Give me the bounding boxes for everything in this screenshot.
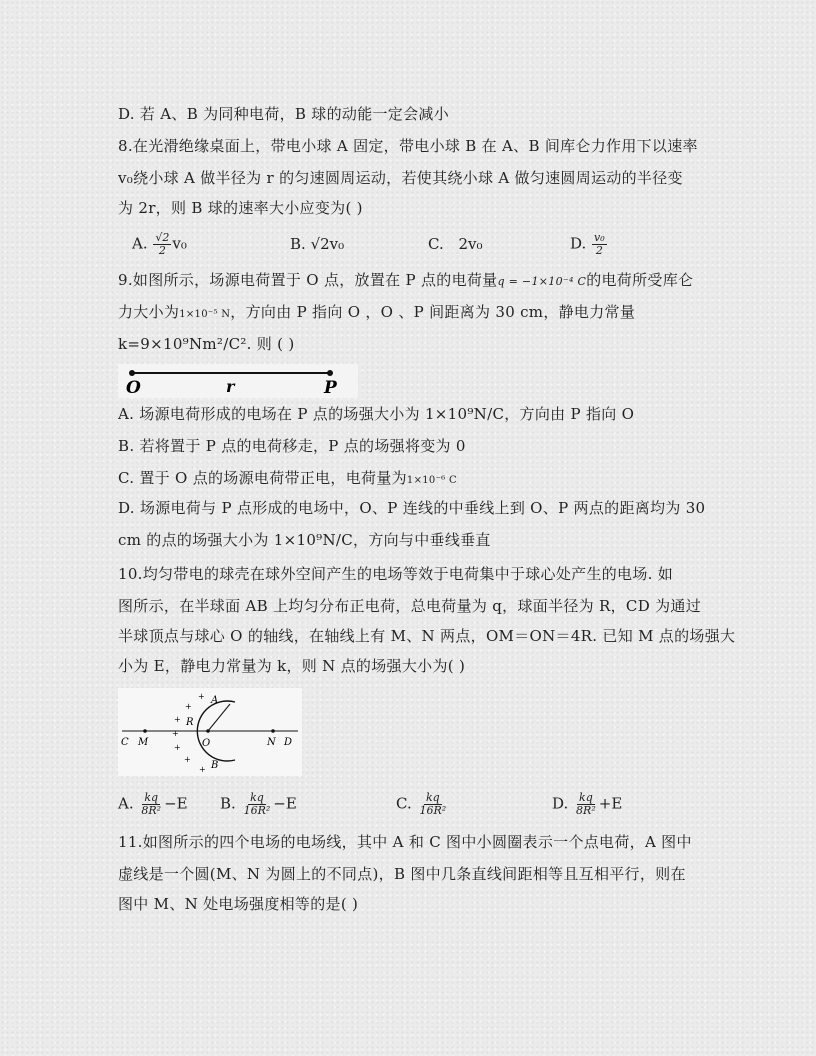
- q8-option-d: D. $\frac{\text{v₀}}{2}$: [570, 231, 605, 257]
- point-m-dot: [143, 729, 147, 733]
- figure-op-line: [118, 364, 358, 398]
- plus-sign: +: [174, 743, 181, 752]
- q9-option-d-line-2: cm 的点的场强大小为 1×10⁹N/C，方向与中垂线垂直: [118, 531, 491, 549]
- q10-option-d-fraction: $\frac{kq}{\text{8R²}}$: [576, 791, 596, 817]
- q10-stem-line-3: 半球顶点与球心 O 的轴线，在轴线上有 M、N 两点，OM＝ON＝4R. 已知 M 点的场强大: [118, 627, 736, 645]
- q9-stem-line-2: 力大小为1×10⁻⁵ N，方向由 P 指向 O ，O 、P 间距离为 30 cm，静电力常量: [118, 303, 636, 321]
- q11-stem-line-1: 11.如图所示的四个电场的电场线，其中 A 和 C 图中小圆圈表示一个点电荷，A 图中: [118, 833, 692, 851]
- q8-option-b: B. √2v₀: [290, 235, 345, 253]
- q10-stem-line-1: 10.均匀带电的球壳在球外空间产生的电场等效于电荷集中于球心处产生的电场. 如: [118, 565, 674, 583]
- q10-option-d: D. $\frac{kq}{\text{8R²}}$ +E: [552, 791, 623, 817]
- q10-option-c-fraction: $\frac{kq}{\text{16R²}}$: [419, 791, 447, 817]
- label-o: O: [126, 378, 141, 398]
- plus-sign: +: [174, 715, 181, 724]
- q10-stem-line-4: 小为 E，静电力常量为 k，则 N 点的场强大小为( ): [118, 657, 466, 675]
- q8-option-d-fraction: $\frac{\text{v₀}}{2}$: [594, 231, 605, 257]
- q8-option-a-fraction: $\frac{√2}{2}$: [155, 231, 170, 257]
- q10-option-b-fraction: $\frac{kq}{\text{16R²}}$: [243, 791, 271, 817]
- q8-option-c: C. 2v₀: [428, 235, 483, 253]
- label-m: M: [138, 737, 149, 748]
- label-d: D: [284, 737, 293, 748]
- label-a: A: [211, 695, 219, 706]
- q10-option-c: C. $\frac{kq}{\text{16R²}}$: [396, 791, 447, 817]
- q10-option-b: B. $\frac{kq}{\text{16R²}}$ −E: [220, 791, 297, 817]
- q10-stem-line-2: 图所示，在半球面 AB 上均匀分布正电荷，总电荷量为 q，球面半径为 R，CD 为通过: [118, 597, 701, 615]
- label-b: B: [211, 760, 219, 771]
- q8-stem-line-1: 8.在光滑绝缘桌面上，带电小球 A 固定，带电小球 B 在 A、B 间库仑力作用下以速率: [118, 137, 698, 155]
- q7-option-d: D. 若 A、B 为同种电荷，B 球的动能一定会减小: [118, 105, 450, 123]
- q9-stem-line-1: 9.如图所示，场源电荷置于 O 点，放置在 P 点的电荷量q = −1×10⁻⁴ C的电荷所受库仑: [118, 271, 694, 289]
- q11-stem-line-3: 图中 M、N 处电场强度相等的是( ): [118, 895, 359, 913]
- figure-hemisphere: [118, 688, 302, 776]
- label-p: P: [324, 378, 337, 398]
- q9-option-a: A. 场源电荷形成的电场在 P 点的场强大小为 1×10⁹N/C，方向由 P 指向 O: [118, 405, 635, 423]
- plus-sign: +: [199, 765, 206, 774]
- center-o-dot: [206, 729, 210, 733]
- q10-option-a: A. $\frac{kq}{\text{8R²}}$ −E: [118, 791, 188, 817]
- q9-option-b: B. 若将置于 P 点的电荷移走，P 点的场强将变为 0: [118, 437, 466, 455]
- label-n: N: [267, 737, 276, 748]
- plus-sign: +: [185, 702, 192, 711]
- label-c: C: [121, 737, 129, 748]
- label-o: O: [202, 738, 211, 749]
- plus-sign: +: [172, 729, 179, 738]
- figure-op-background: [118, 364, 358, 398]
- point-o-dot: [129, 370, 135, 376]
- plus-sign: +: [198, 692, 205, 701]
- plus-sign: +: [184, 755, 191, 764]
- label-r: R: [186, 717, 194, 728]
- q8-stem-line-2: v₀绕小球 A 做半径为 r 的匀速圆周运动，若使其绕小球 A 做匀速圆周运动的半径变: [118, 169, 683, 187]
- point-p-dot: [327, 370, 333, 376]
- q8-stem-line-3: 为 2r，则 B 球的速率大小应变为( ): [118, 199, 363, 217]
- label-r: r: [226, 377, 235, 396]
- q11-stem-line-2: 虚线是一个圆(M、N 为圆上的不同点)，B 图中几条直线间距相等且互相平行，则在: [118, 865, 686, 883]
- q8-option-a: A. $\frac{√2}{2}$ v₀: [132, 231, 187, 257]
- q9-stem-line-3: k=9×10⁹Nm²/C². 则 ( ): [118, 335, 295, 353]
- q9-option-c: C. 置于 O 点的场源电荷带正电，电荷量为1×10⁻⁶ C: [118, 469, 457, 487]
- q10-option-a-fraction: $\frac{kq}{\text{8R²}}$: [141, 791, 162, 817]
- point-n-dot: [271, 729, 275, 733]
- q9-option-d-line-1: D. 场源电荷与 P 点形成的电场中，O、P 连线的中垂线上到 O、P 两点的距离均为 30: [118, 499, 706, 517]
